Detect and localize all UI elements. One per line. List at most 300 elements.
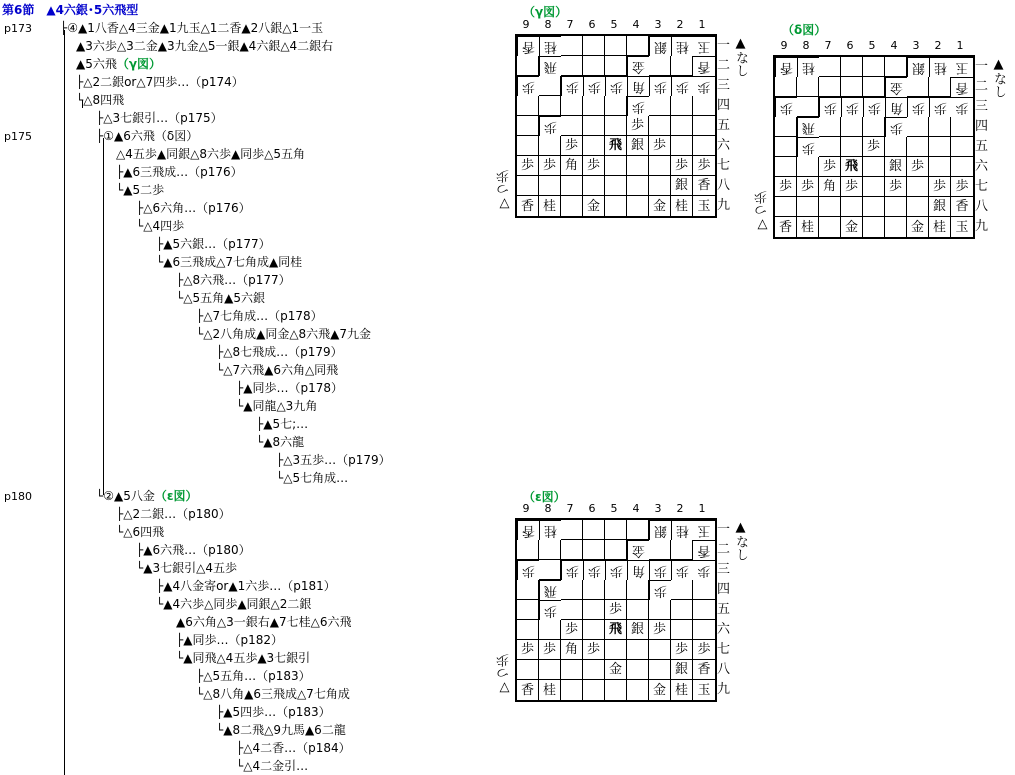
shogi-board — [773, 55, 975, 239]
shogi-board — [515, 518, 717, 702]
board-piece: 角 — [561, 156, 583, 176]
board-square — [627, 660, 649, 680]
row-number: 四 — [717, 582, 731, 597]
board-square — [775, 77, 797, 97]
board-square — [605, 56, 627, 76]
move-text: └△6四飛 — [116, 525, 165, 539]
board-piece: 歩 — [649, 136, 671, 156]
board-piece: 歩 — [693, 640, 715, 660]
board-square — [929, 117, 951, 137]
column-number: 9 — [522, 502, 530, 515]
board-square — [693, 116, 715, 136]
board-square — [583, 660, 605, 680]
board-square — [819, 77, 841, 97]
move-text: └▲同飛△4五歩▲3七銀引 — [176, 651, 311, 665]
board-piece: 銀 — [627, 136, 649, 156]
variation-line — [96, 488, 198, 504]
board-square — [561, 660, 583, 680]
variation-line — [196, 668, 311, 684]
move-text: ├▲5七;… — [256, 417, 309, 431]
move-text: ├▲同歩…（p178） — [236, 381, 343, 395]
variation-line — [276, 452, 391, 468]
board-piece: 歩 — [863, 137, 885, 157]
column-number: 2 — [676, 18, 684, 31]
pieces-in-hand-upper: ▲なし — [733, 520, 748, 561]
board-square — [693, 136, 715, 156]
board-piece: 香 — [693, 660, 715, 680]
board-piece: 桂 — [671, 520, 693, 540]
board-square — [605, 36, 627, 56]
board-square — [649, 660, 671, 680]
row-number: 三 — [975, 99, 989, 114]
column-number: 5 — [868, 39, 876, 52]
column-number: 8 — [544, 18, 552, 31]
board-square — [775, 197, 797, 217]
board-square — [649, 176, 671, 196]
board-piece: 歩 — [649, 620, 671, 640]
board-piece: 金 — [885, 77, 907, 97]
board-square — [605, 520, 627, 540]
board-square — [561, 196, 583, 216]
board-square — [797, 97, 819, 117]
move-text: ├④▲1八香△4三金▲1九玉△1二香▲2八銀△1一玉 — [60, 21, 324, 35]
board-square — [583, 136, 605, 156]
variation-line — [116, 182, 164, 198]
row-number: 三 — [717, 78, 731, 93]
move-text: ▲3六歩△3二金▲3九金△5一銀▲4六銀△4二銀右 — [76, 39, 334, 53]
column-numbers — [515, 18, 713, 31]
board-piece: 歩 — [561, 136, 583, 156]
board-square — [693, 600, 715, 620]
move-text: └▲5二歩 — [116, 183, 165, 197]
variation-line — [176, 614, 351, 630]
board-square — [561, 176, 583, 196]
column-numbers — [773, 39, 971, 52]
board-square — [863, 57, 885, 77]
row-number: 七 — [717, 642, 731, 657]
board-piece: 香 — [951, 197, 973, 217]
board-square — [671, 540, 693, 560]
board-square — [907, 197, 929, 217]
column-number: 8 — [802, 39, 810, 52]
board-square — [517, 136, 539, 156]
move-text: ├△8七飛成…（p179） — [216, 345, 343, 359]
board-square — [649, 116, 671, 136]
board-piece: 飛 — [605, 620, 627, 640]
move-text: △4五歩▲同銀△8六歩▲同歩△5五角 — [116, 147, 306, 161]
board-piece: 香 — [775, 217, 797, 237]
row-number: 八 — [717, 178, 731, 193]
move-text: ├▲6六飛…（p180） — [136, 543, 251, 557]
board-square — [583, 36, 605, 56]
board-piece: 歩 — [561, 620, 583, 640]
variation-line — [276, 470, 348, 486]
board-piece: 飛 — [539, 56, 561, 76]
variation-line — [116, 524, 164, 540]
move-text: └△8八角▲6三飛成△7七角成 — [196, 687, 350, 701]
board-piece: 銀 — [671, 176, 693, 196]
board-piece: 銀 — [627, 620, 649, 640]
pieces-in-hand-lower: ▽つ歩 — [755, 191, 770, 232]
move-text: └△4二金引… — [236, 759, 309, 773]
board-square — [539, 76, 561, 96]
board-square — [583, 680, 605, 700]
move-text: └▲8二飛△9九馬▲6二龍 — [216, 723, 346, 737]
board-square — [863, 77, 885, 97]
row-numbers — [717, 520, 730, 700]
tree-line — [64, 30, 65, 775]
board-square — [605, 176, 627, 196]
move-text: └②▲5八金 — [96, 489, 155, 503]
column-number: 5 — [610, 502, 618, 515]
board-square — [907, 137, 929, 157]
board-square — [951, 137, 973, 157]
variation-line — [216, 362, 338, 378]
row-numbers — [717, 36, 730, 216]
variation-line — [136, 200, 251, 216]
board-piece: 飛 — [841, 157, 863, 177]
variation-line — [156, 254, 302, 270]
row-number: 七 — [717, 158, 731, 173]
variation-line — [156, 596, 311, 612]
board-piece: 歩 — [671, 76, 693, 96]
board-square — [627, 580, 649, 600]
board-piece: 飛 — [539, 580, 561, 600]
variation-line — [236, 398, 317, 414]
board-square — [605, 640, 627, 660]
board-piece: 歩 — [561, 560, 583, 580]
board-piece: 銀 — [649, 36, 671, 56]
column-number: 7 — [566, 18, 574, 31]
board-piece: 金 — [583, 196, 605, 216]
board-square — [517, 540, 539, 560]
board-square — [561, 600, 583, 620]
pieces-in-hand-lower: ▽つ歩 — [497, 170, 512, 211]
board-piece: 歩 — [693, 76, 715, 96]
column-number: 2 — [676, 502, 684, 515]
board-square — [605, 156, 627, 176]
move-text: └▲8六龍 — [256, 435, 305, 449]
board-piece: 金 — [649, 196, 671, 216]
move-text: ├△4二香…（p184） — [236, 741, 351, 755]
page-ref: p175 — [4, 130, 32, 143]
move-text: ├▲5四歩…（p183） — [216, 705, 331, 719]
board-piece: 歩 — [775, 177, 797, 197]
board-piece: 玉 — [697, 198, 711, 214]
board-piece: 桂 — [671, 36, 693, 56]
board-piece: 歩 — [671, 640, 693, 660]
board-piece: 歩 — [649, 560, 671, 580]
board-piece: 歩 — [561, 76, 583, 96]
board-square — [627, 156, 649, 176]
board-piece: 香 — [693, 176, 715, 196]
board-piece: 歩 — [671, 156, 693, 176]
page-ref: p173 — [4, 22, 32, 35]
column-number: 1 — [698, 18, 706, 31]
board-square — [605, 96, 627, 116]
board-piece: 歩 — [885, 177, 907, 197]
board-piece: 歩 — [929, 97, 951, 117]
board-square — [539, 560, 561, 580]
move-text: └▲同龍△3九角 — [236, 399, 318, 413]
board-piece: 銀 — [907, 57, 929, 77]
board-piece: 玉 — [951, 57, 973, 77]
board-square — [671, 96, 693, 116]
board-piece: 歩 — [693, 560, 715, 580]
board-square — [539, 660, 561, 680]
column-number: 5 — [610, 18, 618, 31]
board-piece: 歩 — [583, 156, 605, 176]
column-number: 3 — [912, 39, 920, 52]
board-piece: 歩 — [627, 116, 649, 136]
board-piece: 桂 — [539, 196, 561, 216]
board-piece: 歩 — [517, 560, 539, 580]
row-number: 八 — [717, 662, 731, 677]
column-number: 1 — [698, 502, 706, 515]
page-ref: p180 — [4, 490, 32, 503]
board-piece: 銀 — [885, 157, 907, 177]
board-square — [539, 96, 561, 116]
column-number: 2 — [934, 39, 942, 52]
move-text: ├△2二銀or△7四歩…（p174） — [76, 75, 244, 89]
move-text: ├△5五角…（p183） — [196, 669, 311, 683]
variation-line — [236, 740, 351, 756]
board-square — [885, 57, 907, 77]
board-piece: 歩 — [693, 156, 715, 176]
diagram-reference: （ε図） — [154, 489, 198, 503]
board-square — [863, 217, 885, 237]
board-square — [583, 540, 605, 560]
board-square — [561, 680, 583, 700]
board-square — [583, 96, 605, 116]
row-number: 一 — [717, 38, 731, 53]
move-text: └△5五角▲5六銀 — [176, 291, 265, 305]
board-square — [561, 116, 583, 136]
board-square — [671, 116, 693, 136]
board-piece: 金 — [627, 56, 649, 76]
board-piece: 香 — [517, 36, 539, 56]
board-piece: 銀 — [929, 197, 951, 217]
board-square — [649, 56, 671, 76]
move-text: ├△6六角…（p176） — [136, 201, 251, 215]
move-text: ├△8六飛…（p177） — [176, 273, 291, 287]
board-piece: 桂 — [929, 57, 951, 77]
board-piece: 桂 — [929, 217, 951, 237]
board-square — [605, 580, 627, 600]
board-piece: 桂 — [539, 36, 561, 56]
column-number: 8 — [544, 502, 552, 515]
move-text: ├①▲6六飛（δ図） — [96, 129, 199, 143]
board-piece: 角 — [561, 640, 583, 660]
column-number: 1 — [956, 39, 964, 52]
board-piece: 香 — [517, 520, 539, 540]
board-piece: 桂 — [797, 217, 819, 237]
board-square — [907, 117, 929, 137]
board-square — [907, 177, 929, 197]
board-square — [539, 136, 561, 156]
row-number: 七 — [975, 179, 989, 194]
variation-line — [216, 722, 346, 738]
board-piece: 歩 — [605, 600, 627, 620]
board-square — [627, 680, 649, 700]
board-square — [951, 157, 973, 177]
board-square — [819, 117, 841, 137]
board-piece: 歩 — [907, 97, 929, 117]
board-piece: 歩 — [929, 177, 951, 197]
board-square — [539, 176, 561, 196]
board-piece: 飛 — [797, 117, 819, 137]
row-number: 五 — [975, 139, 989, 154]
diagram-title: （δ図） — [782, 23, 827, 37]
row-number: 九 — [975, 219, 989, 234]
row-number: 八 — [975, 199, 989, 214]
variation-line — [196, 326, 371, 342]
board-piece: 歩 — [583, 640, 605, 660]
board-piece: 歩 — [605, 560, 627, 580]
variation-line — [96, 110, 223, 126]
board-square — [517, 176, 539, 196]
variation-line — [116, 164, 243, 180]
board-square — [693, 96, 715, 116]
board-square — [951, 117, 973, 137]
column-numbers — [515, 502, 713, 515]
board-piece: 香 — [693, 56, 715, 76]
board-piece: 歩 — [775, 97, 797, 117]
column-number: 7 — [824, 39, 832, 52]
board-square — [775, 137, 797, 157]
board-square — [671, 136, 693, 156]
board-square — [841, 137, 863, 157]
row-number: 四 — [975, 119, 989, 134]
board-piece: 銀 — [649, 520, 671, 540]
board-square — [929, 157, 951, 177]
board-square — [819, 217, 841, 237]
row-number: 六 — [717, 138, 731, 153]
variation-line — [176, 632, 283, 648]
move-text: ├△7七角成…（p178） — [196, 309, 323, 323]
column-number: 7 — [566, 502, 574, 515]
row-number: 六 — [975, 159, 989, 174]
board-piece: 金 — [627, 540, 649, 560]
column-number: 6 — [588, 502, 596, 515]
column-number: 9 — [522, 18, 530, 31]
pieces-in-hand-upper: ▲なし — [991, 57, 1006, 98]
board-square — [561, 540, 583, 560]
board-square — [863, 117, 885, 137]
board-piece: 歩 — [797, 177, 819, 197]
row-numbers — [975, 57, 988, 237]
board-square — [517, 116, 539, 136]
board-square — [539, 540, 561, 560]
board-square — [797, 197, 819, 217]
move-text: └△4四歩 — [136, 219, 185, 233]
move-text: ├▲5六銀…（p177） — [156, 237, 271, 251]
board-square — [561, 36, 583, 56]
board-square — [885, 197, 907, 217]
board-square — [605, 196, 627, 216]
board-square — [671, 56, 693, 76]
diagram-title: （ε図） — [523, 490, 566, 504]
board-piece: 角 — [885, 97, 907, 117]
board-square — [885, 217, 907, 237]
board-square — [671, 620, 693, 640]
board-piece: 歩 — [583, 76, 605, 96]
variation-line — [236, 758, 308, 774]
board-piece: 角 — [627, 76, 649, 96]
board-square — [583, 56, 605, 76]
move-text: ├▲6三飛成…（p176） — [116, 165, 243, 179]
board-piece: 玉 — [693, 520, 715, 540]
board-piece: 角 — [819, 177, 841, 197]
board-square — [561, 520, 583, 540]
board-square — [671, 580, 693, 600]
board-square — [819, 137, 841, 157]
row-number: 六 — [717, 622, 731, 637]
board-square — [863, 157, 885, 177]
board-square — [819, 57, 841, 77]
board-square — [649, 640, 671, 660]
column-number: 4 — [632, 18, 640, 31]
board-square — [517, 96, 539, 116]
board-square — [561, 96, 583, 116]
board-piece: 香 — [517, 680, 539, 700]
board-square — [605, 540, 627, 560]
variation-line — [176, 650, 310, 666]
board-square — [627, 36, 649, 56]
board-square — [775, 117, 797, 137]
board-piece: 飛 — [605, 136, 627, 156]
board-piece: 金 — [605, 660, 627, 680]
board-square — [517, 56, 539, 76]
variation-line — [216, 704, 331, 720]
board-piece: 玉 — [697, 682, 711, 698]
board-piece: 歩 — [951, 177, 973, 197]
variation-line — [60, 20, 323, 36]
board-piece: 歩 — [517, 76, 539, 96]
board-square — [885, 137, 907, 157]
board-square — [841, 77, 863, 97]
board-square — [517, 660, 539, 680]
board-piece: 歩 — [819, 157, 841, 177]
board-square — [517, 600, 539, 620]
pieces-in-hand-upper: ▲なし — [733, 36, 748, 77]
column-number: 6 — [846, 39, 854, 52]
board-square — [561, 56, 583, 76]
board-piece: 歩 — [517, 156, 539, 176]
row-number: 九 — [717, 198, 731, 213]
board-square — [583, 580, 605, 600]
board-piece: 歩 — [627, 96, 649, 116]
shogi-board — [515, 34, 717, 218]
row-number: 一 — [975, 59, 989, 74]
variation-line — [76, 92, 124, 108]
board-square — [797, 77, 819, 97]
variation-line — [256, 434, 304, 450]
move-text: └△7六飛▲6六角△同飛 — [216, 363, 339, 377]
board-piece: 香 — [951, 77, 973, 97]
variation-line — [156, 236, 271, 252]
move-text: └△5七角成… — [276, 471, 349, 485]
row-number: 五 — [717, 602, 731, 617]
row-number: 一 — [717, 522, 731, 537]
board-piece: 歩 — [841, 97, 863, 117]
board-square — [649, 540, 671, 560]
board-square — [649, 600, 671, 620]
row-number: 三 — [717, 562, 731, 577]
move-text: └△8四飛 — [76, 93, 125, 107]
board-piece: 歩 — [951, 97, 973, 117]
move-text: ▲6六角△3一銀右▲7七桂△6六飛 — [176, 615, 352, 629]
